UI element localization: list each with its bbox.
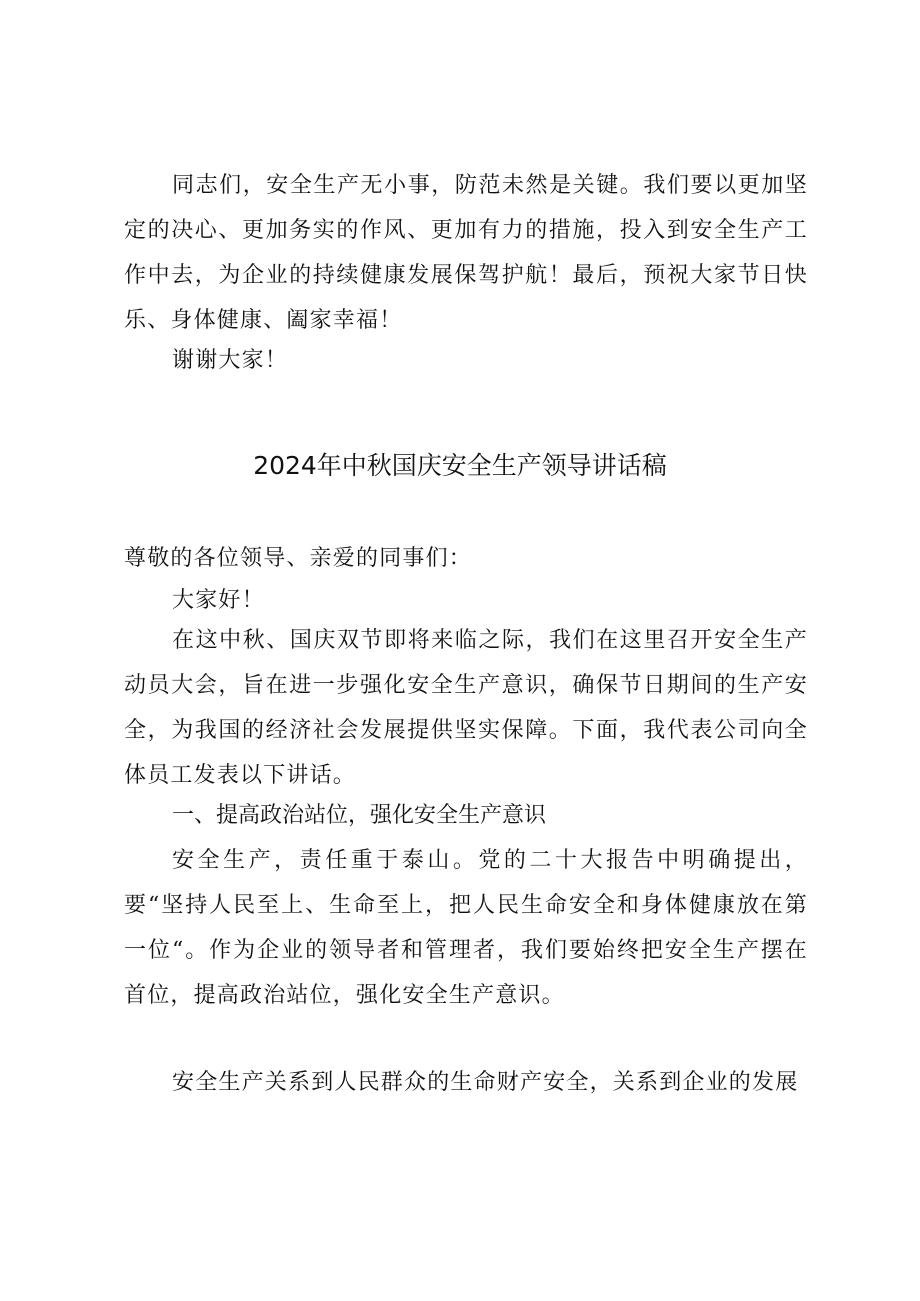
- intro-paragraph: 在这中秋、国庆双节即将来临之际，我们在这里召开安全生产动员大会，旨在进一步强化安全生产意识，确保节日期间的生产安全，为我国的经济社会发展提供坚实保障。下面，我代表公司向全体员工发表以下讲话。: [124, 628, 808, 788]
- thanks-line: 谢谢大家！: [172, 348, 289, 373]
- greeting: 大家好！: [172, 588, 265, 613]
- document-title: 2024年中秋国庆安全生产领导讲话稿: [253, 451, 667, 480]
- salutation: 尊敬的各位领导、亲爱的同事们：: [124, 546, 473, 571]
- section-1-paragraph-2: 安全生产关系到人民群众的生命财产安全，关系到企业的发展: [172, 1070, 799, 1095]
- section-1-paragraph: 安全生产，责任重于泰山。党的二十大报告中明确提出，要“坚持人民至上、生命至上，把人民生命安全和身体健康放在第一位“。作为企业的领导者和管理者，我们要始终把安全生产摆在首位，提高政治站位，强化安全生产意识。: [124, 848, 808, 1008]
- closing-paragraph: 同志们，安全生产无小事，防范未然是关键。我们要以更加坚定的决心、更加务实的作风、更加有力的措施，投入到安全生产工作中去，为企业的持续健康发展保驾护航！最后，预祝大家节日快乐、身体健康、阖家幸福！: [124, 173, 808, 333]
- section-1-heading: 一、提高政治站位，强化安全生产意识: [172, 803, 547, 828]
